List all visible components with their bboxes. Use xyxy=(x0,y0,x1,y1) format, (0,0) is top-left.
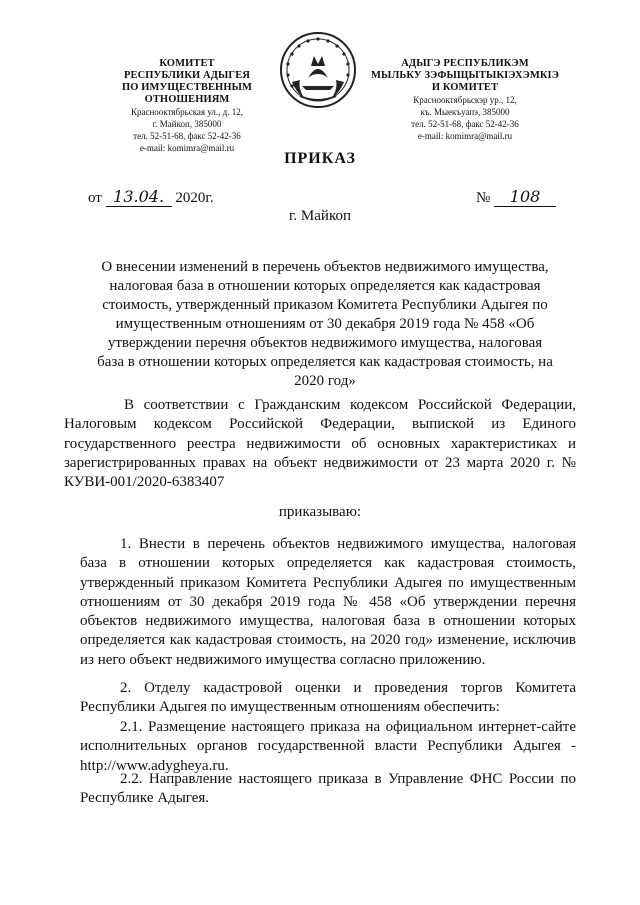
handwritten-number: 108 xyxy=(494,187,556,207)
item-2-1-paragraph: 2.1. Размещение настоящего приказа на официальном интернет-сайте исполнительных органов государственной власти Республики Адыгея - http://www.adygheya.ru. xyxy=(80,719,576,774)
org-city: къ. Мыекъуапэ, 385000 xyxy=(420,107,510,117)
org-name-line: МЫЛЬКУ ЗЭФЫЩЫТЫКІЭХЭМКІЭ xyxy=(371,70,559,81)
org-email: e-mail: komimra@mail.ru xyxy=(139,143,235,153)
document-date xyxy=(88,187,214,207)
org-name-line: АДЫГЭ РЕСПУБЛИКЭМ xyxy=(401,58,529,69)
org-name-line: ПО ИМУЩЕСТВЕННЫМ ОТНОШЕНИЯМ xyxy=(121,82,253,105)
document-subject: О внесении изменений в перечень объектов недвижимого имущества, налоговая база в отношении которых определяется как кадастровая стоимость, утвержденный приказом Комитета Республики Адыгея по имущественным отношениям от 30 декабря 2019 года № 458 «Об утверждении перечня объектов недвижимого имущества, налоговая база в отношении которых определяется как кадастровая стоимость, на 2020 год» xyxy=(97,259,553,389)
document-city: г. Майкоп xyxy=(288,208,352,224)
org-phone: тел. 52-51-68, факс 52-42-36 xyxy=(411,119,519,129)
org-email: e-mail: komimra@mail.ru xyxy=(417,131,513,141)
org-name-line: РЕСПУБЛИКИ АДЫГЕЯ xyxy=(123,70,251,81)
org-name-line: И КОМИТЕТ xyxy=(431,82,499,93)
handwritten-date: 13.04. xyxy=(106,187,172,207)
item-2-2-paragraph: 2.2. Направление настоящего приказа в Управление ФНС России по Республике Адыгея. xyxy=(80,771,576,807)
org-address: Краснооктябрьская ул., д. 12, xyxy=(131,107,243,117)
number-prefix: № xyxy=(476,190,491,206)
adygea-coat-of-arms-icon xyxy=(278,30,358,110)
org-address: Краснооктябрьскэр ур., 12, xyxy=(413,95,517,105)
header-right xyxy=(360,58,570,142)
document-number xyxy=(476,187,556,207)
date-prefix: от xyxy=(88,190,102,206)
date-suffix: 2020г. xyxy=(175,190,214,206)
org-phone: тел. 52-51-68, факс 52-42-36 xyxy=(133,131,241,141)
org-name-line: КОМИТЕТ xyxy=(159,58,215,69)
document-title: ПРИКАЗ xyxy=(284,150,356,167)
preamble-paragraph: В соответствии с Гражданским кодексом Российской Федерации, Налоговым кодексом Российской Федерации, выпиской из Единого государственного реестра недвижимости об основных характеристиках и зарегистрированных правах на объект недвижимости от 23 марта 2020 г. № КУВИ-001/2020-6383407 xyxy=(64,397,576,491)
org-city: г. Майкоп, 385000 xyxy=(152,119,222,129)
item-2-paragraph: 2. Отделу кадастровой оценки и проведения торгов Комитета Республики Адыгея по имущественным отношениям обеспечить: xyxy=(80,680,576,716)
item-1-paragraph: 1. Внести в перечень объектов недвижимого имущества, налоговая база в отношении которых определяется как кадастровая стоимость, утвержденный приказом Комитета Республики Адыгея по имущественным отношениям от 30 декабря 2019 года № 458 «Об утверждении перечня объектов недвижимого имущества, налоговая база в отношении которых определяется как кадастровая стоимость, на 2020 год» изменение, исключив из него объект недвижимого имущества согласно приложению. xyxy=(80,536,576,668)
header-left xyxy=(82,58,292,154)
order-word: приказываю: xyxy=(278,504,362,520)
